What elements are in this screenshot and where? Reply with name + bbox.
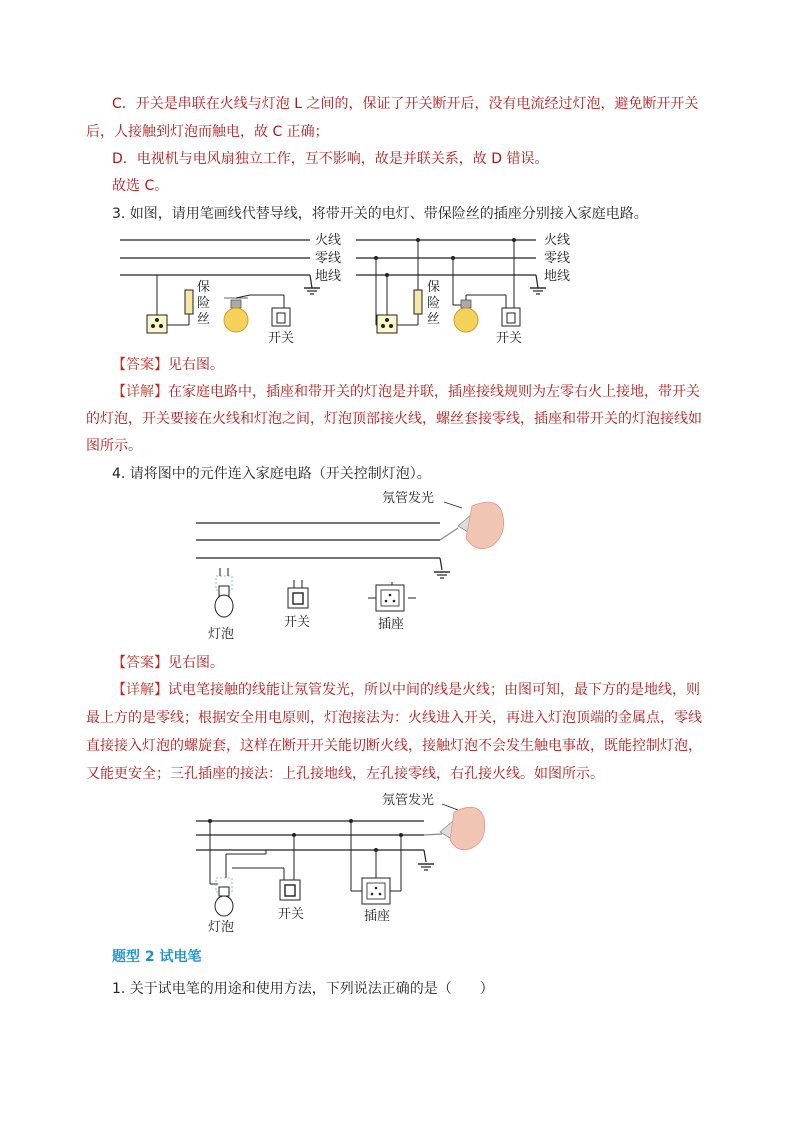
option-c-line-2: 后，人接触到灯泡而触电，故 C 正确； [86,124,329,140]
q4-detail-line-1 [112,681,700,699]
q4-socket-label: 插座 [378,617,405,632]
q4-detail-line-4: 又能更安全；三孔插座的接法：上孔接地线，左孔接零线，右孔接火线。如图所示。 [86,766,604,782]
option-d-line: D．电视机与电风扇独立工作，互不影响，故是并联关系，故 D 错误。 [112,151,549,167]
q4-answer-text: 见右图。 [168,655,224,671]
q4-answer-bulb-label: 灯泡 [208,920,235,935]
q3-answer-line [112,356,224,374]
q4-detail-tag: 【详解】 [112,682,168,698]
q3-switch-label-right: 开关 [496,331,523,346]
q3-fuse-char-3-right: 丝 [427,312,441,327]
q3-fire-label-right: 火线 [544,233,571,248]
q3-fuse-char-1: 保 [197,280,211,295]
q3-circuit-diagram-right [356,230,586,350]
q3-detail-line-3: 图所示。 [86,438,142,454]
q3-fuse-char-3: 丝 [197,312,211,327]
section-title: 题型 2 试电笔 [112,949,202,965]
option-c-line-1: C．开关是串联在火线与灯泡 L 之间的，保证了开关断开后，没有电流经过灯泡，避免断开开关 [112,96,699,112]
q3-answer-tag: 【答案】 [112,357,168,373]
q3-detail-line-2: 的灯泡，开关要接在火线和灯泡之间，灯泡顶部接火线，螺丝套接零线，插座和带开关的灯泡接线如 [86,411,702,427]
q4-detail-line-3: 直接接入灯泡的螺旋套，这样在断开开关能切断火线，接触灯泡不会发生触电事故，既能控制灯泡， [86,738,702,754]
choice-line: 故选 C。 [112,178,169,194]
q3-fire-label-left: 火线 [315,233,342,248]
q3-ground-label-left: 地线 [315,269,342,284]
q4-answer-socket-label: 插座 [364,909,391,924]
q4-question: 4. 请将图中的元件连入家庭电路（开关控制灯泡）。 [112,466,431,482]
q4-answer-tag: 【答案】 [112,655,168,671]
q3-fuse-char-2: 险 [197,296,211,311]
q3-detail-tag: 【详解】 [112,384,168,400]
q3-detail-line-1 [112,383,700,401]
q3-detail-text-1: 在家庭电路中，插座和带开关的灯泡是并联，插座接线规则为左零右火上接地，带开关 [168,384,700,400]
q5-question: 1. 关于试电笔的用途和使用方法，下列说法正确的是（ ） [112,981,494,997]
q4-neon-label: 氖管发光 [382,491,435,506]
q4-switch-label: 开关 [284,615,311,630]
q3-circuit-diagram-left [120,230,350,350]
q3-ground-label-right: 地线 [544,269,571,284]
q4-answer-line [112,654,224,672]
q3-question: 3. 如图，请用笔画线代替导线，将带开关的电灯、带保险丝的插座分别接入家庭电路。 [112,206,648,222]
q3-neutral-label-left: 零线 [315,251,342,266]
q4-answer-switch-label: 开关 [278,907,305,922]
q3-answer-text: 见右图。 [168,357,224,373]
q4-answer-diagram [196,788,486,938]
q4-detail-line-2: 最上方的是零线；根据安全用电原则，灯泡接法为：火线进入开关，再进入灯泡顶端的金属点，零线 [86,710,702,726]
q3-switch-label-left: 开关 [268,331,295,346]
q3-fuse-char-2-right: 险 [427,296,441,311]
q3-fuse-char-1-right: 保 [427,280,441,295]
q3-neutral-label-right: 零线 [544,251,571,266]
q4-circuit-diagram [196,488,516,648]
q4-answer-neon-label: 氖管发光 [382,793,435,808]
q4-detail-text-1: 试电笔接触的线能让氖管发光，所以中间的线是火线；由图可知，最下方的是地线，则 [168,682,700,698]
q4-bulb-label: 灯泡 [208,627,235,642]
